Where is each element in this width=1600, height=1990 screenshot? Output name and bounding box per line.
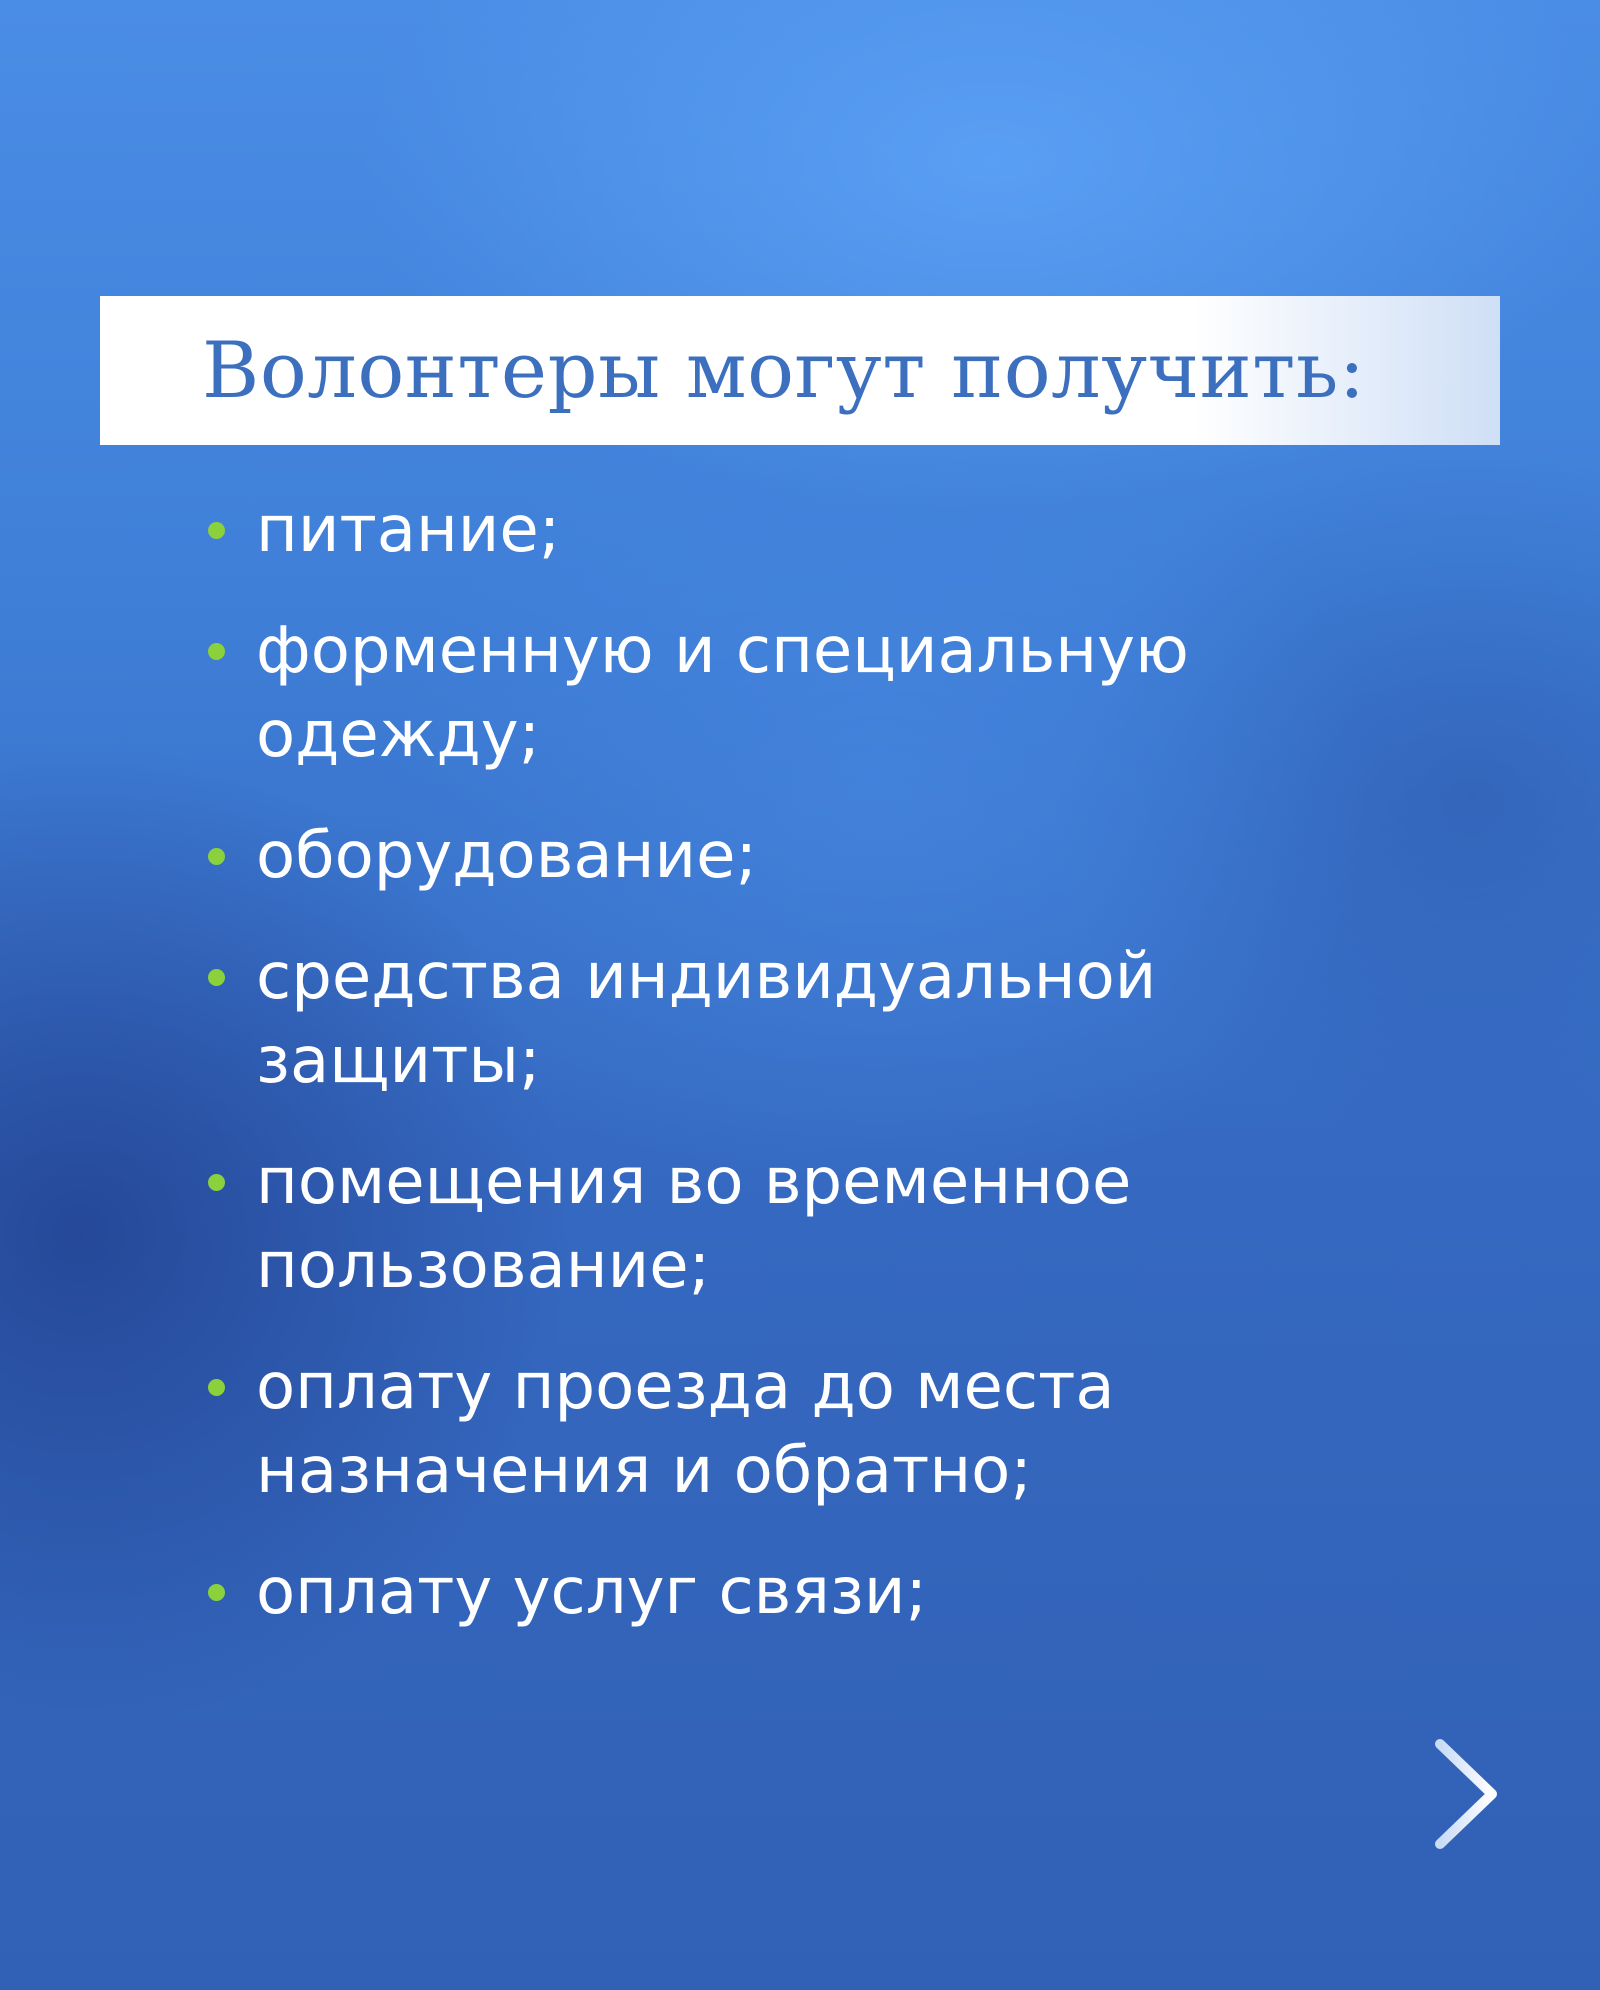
arrow-right-icon xyxy=(1370,1734,1504,1854)
benefit-text: оплату проезда до места назначения и обратно; xyxy=(256,1350,1115,1508)
benefit-item xyxy=(200,1550,1460,1634)
benefit-item xyxy=(200,488,1460,572)
page-title: Волонтеры могут получить: xyxy=(202,325,1366,416)
bullet-icon xyxy=(208,1379,225,1396)
benefit-text: помещения во временное пользование; xyxy=(256,1145,1132,1303)
benefits-list xyxy=(200,488,1460,1671)
bullet-icon xyxy=(208,848,225,865)
benefit-text: форменную и специальную одежду; xyxy=(256,614,1189,772)
benefit-text: оборудование; xyxy=(256,819,757,893)
benefit-item xyxy=(200,814,1460,898)
benefit-text: питание; xyxy=(256,493,561,567)
bullet-icon xyxy=(208,643,225,660)
title-banner xyxy=(100,296,1500,445)
next-button[interactable] xyxy=(1370,1734,1504,1854)
bullet-icon xyxy=(208,1584,225,1601)
benefit-item xyxy=(200,1345,1496,1513)
bullet-icon xyxy=(208,969,225,986)
bullet-icon xyxy=(208,522,225,539)
benefit-item xyxy=(200,609,1460,777)
benefit-item xyxy=(200,935,1460,1103)
benefit-text: оплату услуг связи; xyxy=(256,1555,928,1629)
benefit-text: средства индивидуальной защиты; xyxy=(256,940,1157,1098)
benefit-item xyxy=(200,1140,1156,1308)
bullet-icon xyxy=(208,1174,225,1191)
